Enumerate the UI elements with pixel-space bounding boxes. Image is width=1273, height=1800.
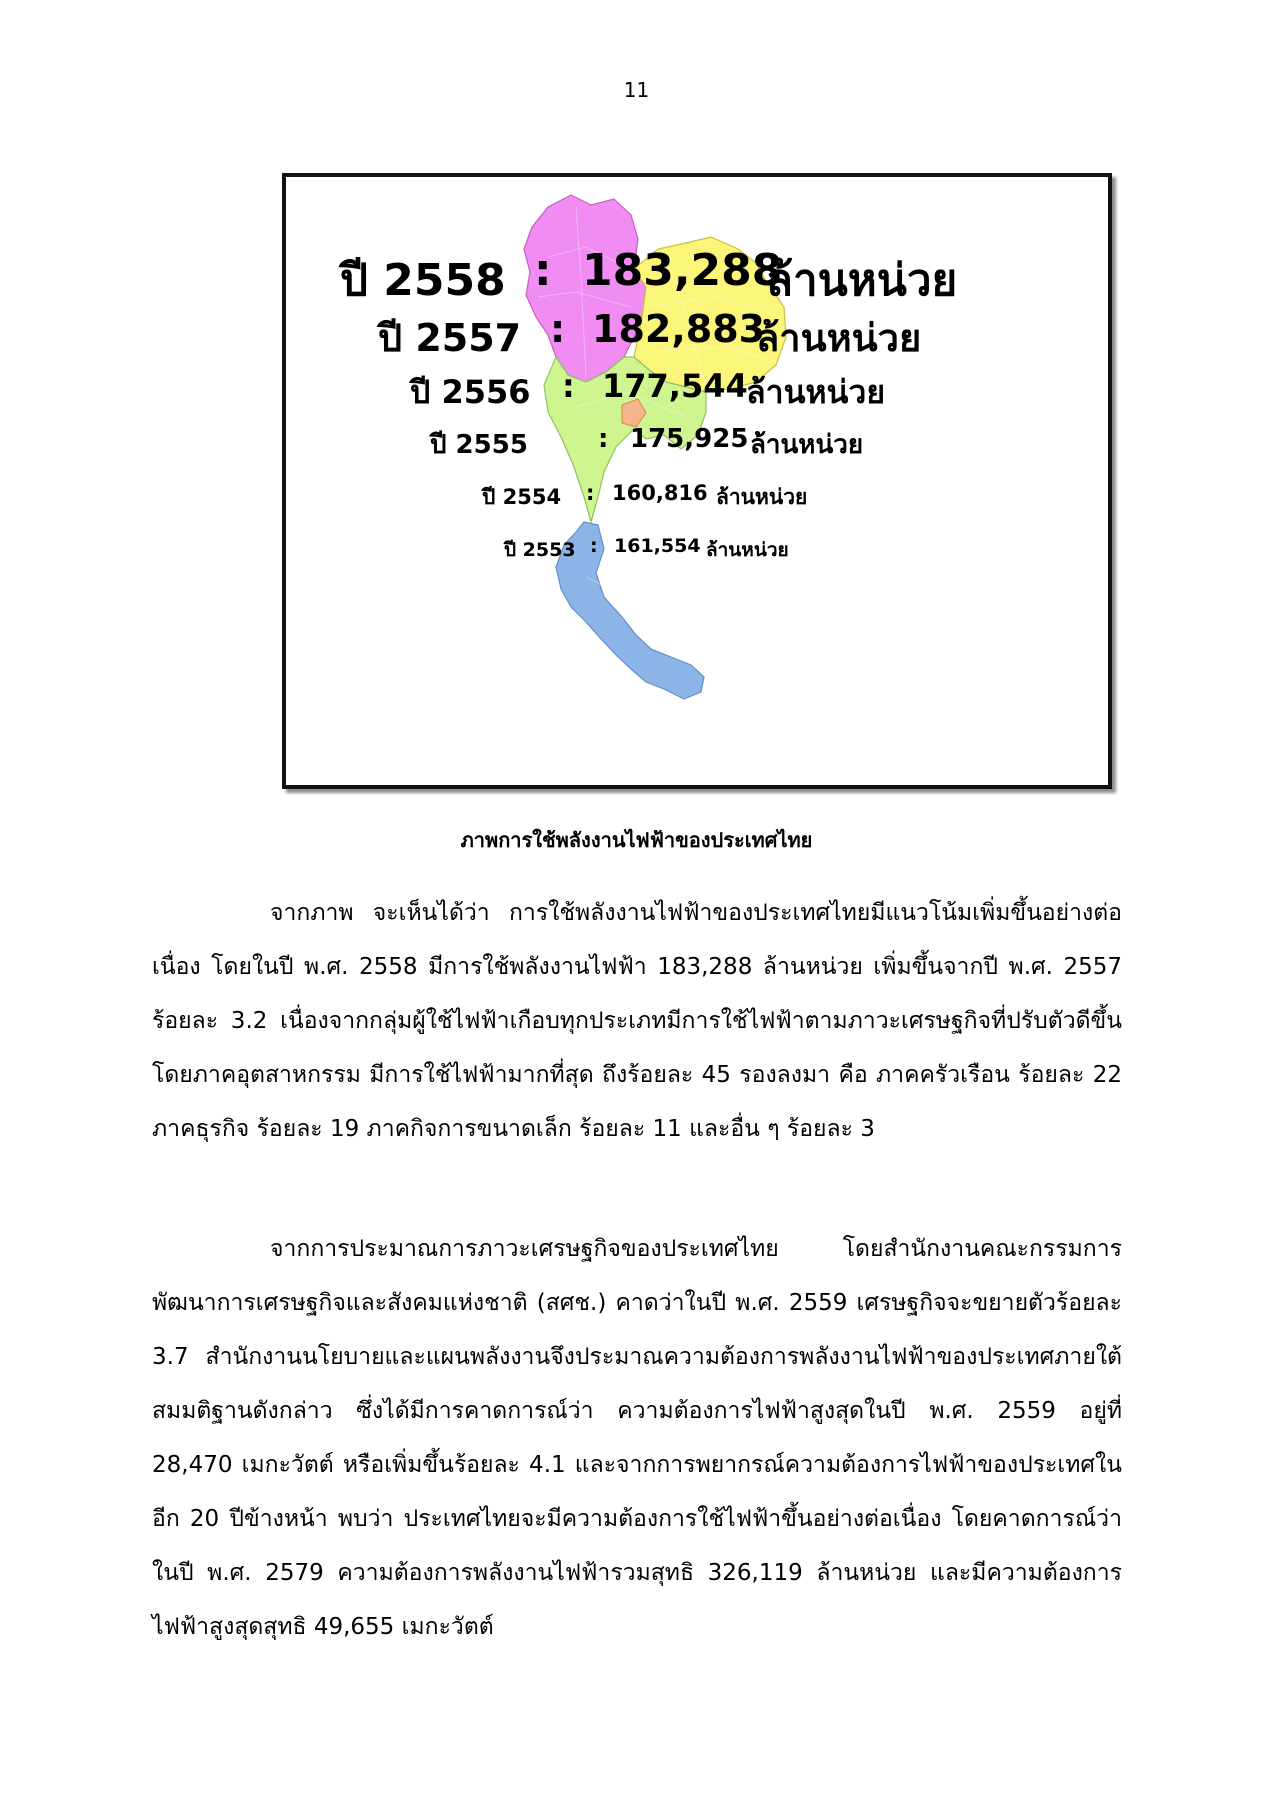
usage-unit: ล้านหน่วย [706,539,789,561]
figure-caption: ภาพการใช้พลังงานไฟฟ้าของประเทศไทย [460,828,813,852]
paragraph-1 [152,886,1122,1156]
paragraph-2 [152,1222,1122,1654]
usage-colon: : [534,245,552,296]
page-number: 11 [623,78,650,102]
usage-year: ปี 2553 [504,539,576,561]
usage-colon: : [562,367,575,405]
usage-line-2558 [286,245,1108,306]
usage-year: ปี 2557 [378,316,522,360]
usage-unit: ล้านหน่วย [746,373,886,411]
usage-colon: : [598,424,609,454]
usage-line-2556 [286,367,1108,409]
usage-year: ปี 2555 [430,430,528,460]
usage-line-2553 [286,535,1108,563]
usage-unit: ล้านหน่วย [766,255,958,306]
usage-value: 182,883 [592,307,766,351]
paragraph-1-text: จากภาพ จะเห็นได้ว่า การใช้พลังงานไฟฟ้าของประเทศไทยมีแนวโน้มเพิ่มขึ้นอย่างต่อเนื่อง โดยในปี พ.ศ. 2558 มีการใช้พลังงานไฟฟ้า 183,288 ล้านหน่วย เพิ่มขึ้นจากปี พ.ศ. 2557 ร้อยละ 3.2 เนื่องจากกลุ่มผู้ใช้ไฟฟ้าเกือบทุกประเภทมีการใช้ไฟฟ้าตามภาวะเศรษฐกิจที่ปรับตัวดีขึ้น โดยภาคอุตสาหกรรม มีการใช้ไฟฟ้ามากที่สุด ถึงร้อยละ 45 รองลงมา คือ ภาคครัวเรือน ร้อยละ 22 ภาคธุรกิจ ร้อยละ 19 ภาคกิจการขนาดเล็ก ร้อยละ 11 และอื่น ๆ ร้อยละ 3 [152,900,1122,1142]
usage-unit: ล้านหน่วย [716,485,808,509]
usage-value: 160,816 [612,481,708,505]
usage-line-2554 [286,481,1108,511]
usage-value: 161,554 [614,535,701,557]
usage-colon: : [550,307,566,351]
usage-year: ปี 2556 [410,373,531,411]
usage-line-2555 [286,424,1108,460]
usage-value: 177,544 [602,367,748,405]
usage-year: ปี 2558 [340,255,506,306]
usage-unit: ล้านหน่วย [750,430,864,460]
usage-value: 175,925 [630,424,749,454]
usage-unit: ล้านหน่วย [756,316,922,360]
usage-year: ปี 2554 [482,485,562,509]
usage-value: 183,288 [582,245,783,296]
usage-colon: : [590,535,598,557]
paragraph-2-text: จากการประมาณการภาวะเศรษฐกิจของประเทศไทย โดยสำนักงานคณะกรรมการพัฒนาการเศรษฐกิจและสังคมแห่งชาติ (สศช.) คาดว่าในปี พ.ศ. 2559 เศรษฐกิจจะขยายตัวร้อยละ 3.7 สำนักงานนโยบายและแผนพลังงานจึงประมาณความต้องการพลังงานไฟฟ้าของประเทศภายใต้สมมติฐานดังกล่าว ซึ่งได้มีการคาดการณ์ว่า ความต้องการไฟฟ้าสูงสุดในปี พ.ศ. 2559 อยู่ที่ 28,470 เมกะวัตต์ หรือเพิ่มขึ้นร้อยละ 4.1 และจากการพยากรณ์ความต้องการไฟฟ้าของประเทศในอีก 20 ปีข้างหน้า พบว่า ประเทศไทยจะมีความต้องการใช้ไฟฟ้าขึ้นอย่างต่อเนื่อง โดยคาดการณ์ว่าในปี พ.ศ. 2579 ความต้องการพลังงานไฟฟ้ารวมสุทธิ 326,119 ล้านหน่วย และมีความต้องการไฟฟ้าสูงสุดสุทธิ 49,655 เมกะวัตต์ [152,1236,1122,1640]
usage-line-2557 [286,307,1108,360]
usage-colon: : [586,481,595,505]
figure-frame [282,173,1112,789]
